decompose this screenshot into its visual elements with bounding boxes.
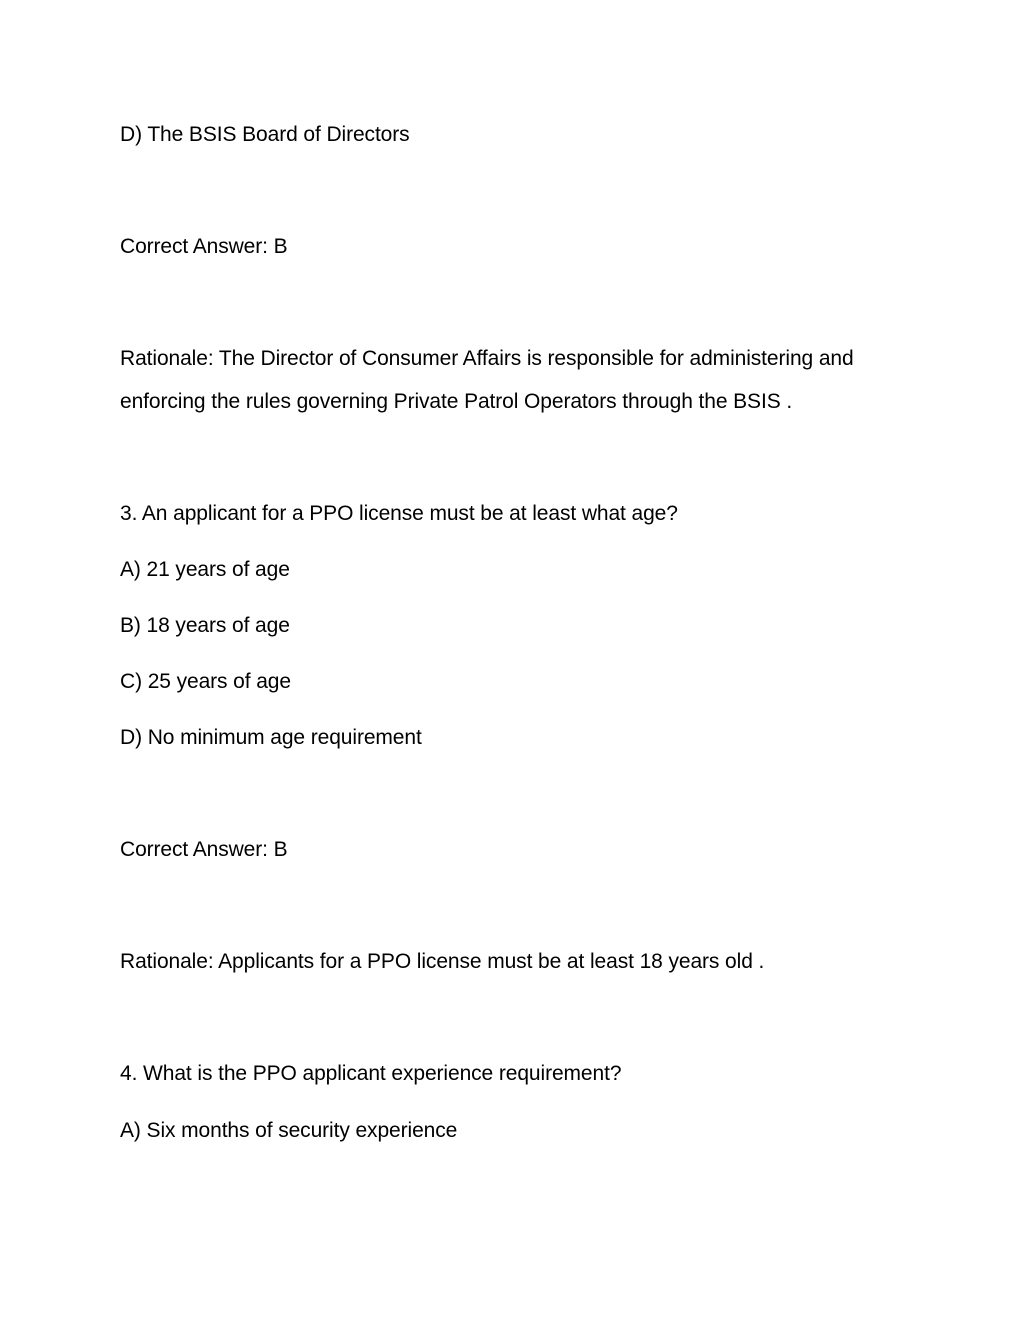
q2-option-d: D) The BSIS Board of Directors: [120, 123, 410, 146]
q2-correct-answer: Correct Answer: B: [120, 235, 288, 258]
q3-rationale: Rationale: Applicants for a PPO license must be at least 18 years old .: [120, 950, 765, 973]
q3-option-d: D) No minimum age requirement: [120, 726, 422, 749]
q3-question: 3. An applicant for a PPO license must be at least what age?: [120, 502, 678, 525]
q2-rationale-line-2: enforcing the rules governing Private Patrol Operators through the BSIS .: [120, 390, 793, 413]
q3-option-c: C) 25 years of age: [120, 670, 291, 693]
q3-option-b: B) 18 years of age: [120, 614, 290, 637]
q3-option-a: A) 21 years of age: [120, 558, 290, 581]
q4-option-a: A) Six months of security experience: [120, 1119, 458, 1142]
q2-rationale-line-1: Rationale: The Director of Consumer Affairs is responsible for administering and: [120, 347, 854, 370]
q3-correct-answer: Correct Answer: B: [120, 838, 288, 861]
q4-question: 4. What is the PPO applicant experience requirement?: [120, 1062, 622, 1085]
